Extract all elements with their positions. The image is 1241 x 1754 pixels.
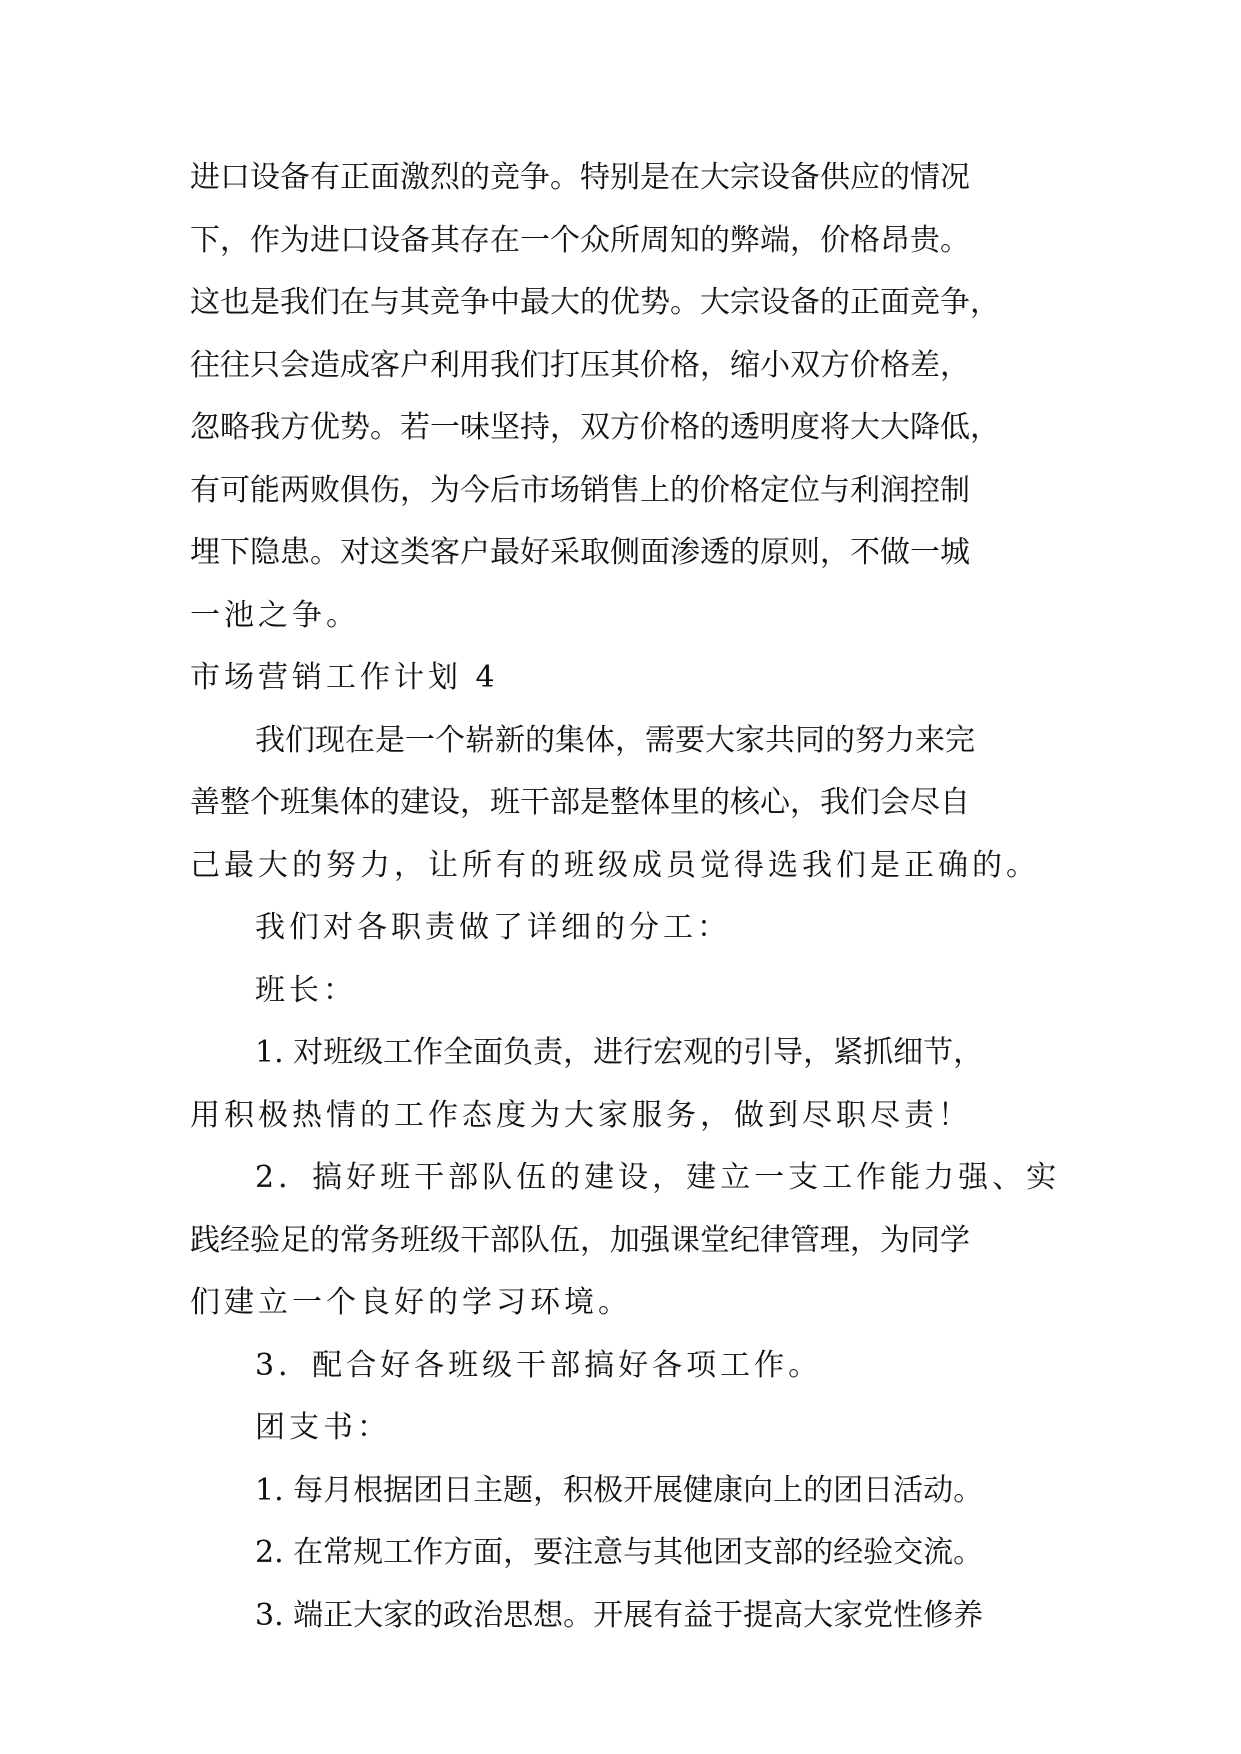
text-line: 班长：: [255, 973, 357, 1008]
text-line: 有可能两败俱伤，为今后市场销售上的价格定位与利润控制: [190, 473, 970, 508]
text-line: 忽略我方优势。若一味坚持，双方价格的透明度将大大降低，: [190, 410, 1000, 445]
text-line: 埋下隐患。对这类客户最好采取侧面渗透的原则，不做一城: [190, 535, 970, 570]
text-line: 这也是我们在与其竞争中最大的优势。大宗设备的正面竞争，: [190, 285, 1000, 320]
text-line: 团支书：: [255, 1410, 391, 1445]
text-line: 一池之争。: [190, 598, 360, 633]
text-line: 践经验足的常务班级干部队伍，加强课堂纪律管理，为同学: [190, 1223, 970, 1258]
text-line: 2. 在常规工作方面，要注意与其他团支部的经验交流。: [255, 1535, 984, 1570]
text-line: 我们现在是一个崭新的集体，需要大家共同的努力来完: [255, 723, 975, 758]
section-heading: 市场营销工作计划 4: [190, 660, 499, 695]
text-line: 用积极热情的工作态度为大家服务，做到尽职尽责！: [190, 1098, 972, 1133]
text-line: 2．搞好班干部队伍的建设，建立一支工作能力强、实: [255, 1160, 1061, 1195]
text-line: 己最大的努力，让所有的班级成员觉得选我们是正确的。: [190, 848, 1040, 883]
text-line: 往往只会造成客户利用我们打压其价格，缩小双方价格差，: [190, 348, 970, 383]
text-line: 善整个班集体的建设，班干部是整体里的核心，我们会尽自: [190, 785, 970, 820]
text-line: 3. 端正大家的政治思想。开展有益于提高大家党性修养: [255, 1598, 984, 1633]
text-line: 1. 每月根据团日主题，积极开展健康向上的团日活动。: [255, 1473, 984, 1508]
text-line: 进口设备有正面激烈的竞争。特别是在大宗设备供应的情况: [190, 160, 970, 195]
text-line: 1. 对班级工作全面负责，进行宏观的引导，紧抓细节，: [255, 1035, 984, 1070]
text-line: 们建立一个良好的学习环境。: [190, 1285, 632, 1320]
text-line: 下，作为进口设备其存在一个众所周知的弊端，价格昂贵。: [190, 223, 970, 258]
text-line: 3．配合好各班级干部搞好各项工作。: [255, 1348, 823, 1383]
text-line: 我们对各职责做了详细的分工：: [255, 910, 731, 945]
